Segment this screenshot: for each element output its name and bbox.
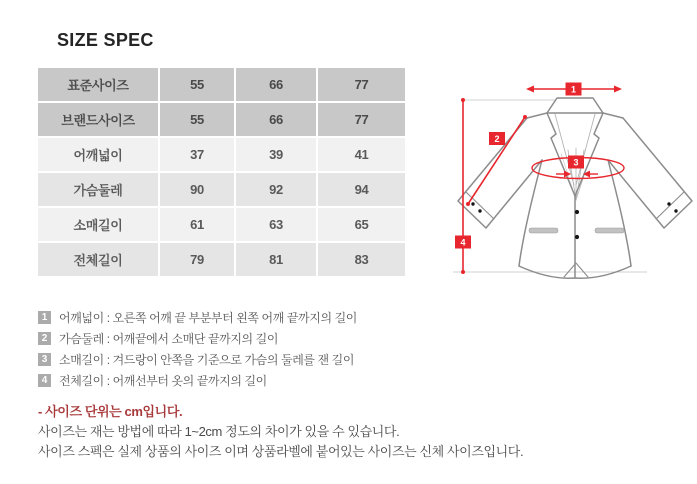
note-unit-cm: - 사이즈 단위는 cm입니다. bbox=[38, 404, 183, 419]
cell: 94 bbox=[318, 173, 405, 206]
legend-number-badge: 1 bbox=[38, 311, 51, 324]
marker-number-1: 1 bbox=[570, 84, 577, 95]
cell: 61 bbox=[160, 208, 234, 241]
row-label: 브랜드사이즈 bbox=[38, 103, 158, 136]
jacket-measure-diagram bbox=[445, 70, 697, 305]
table-row-chest bbox=[38, 173, 405, 206]
legend-item-total-length bbox=[38, 370, 357, 391]
cell: 90 bbox=[160, 173, 234, 206]
legend-text: 어깨넓이 : 오른쪽 어깨 끝 부분부터 왼쪽 어깨 끝까지의 길이 bbox=[59, 311, 357, 325]
row-label: 가슴둘레 bbox=[38, 173, 158, 206]
row-label: 전체길이 bbox=[38, 243, 158, 276]
pocket-flaps bbox=[529, 228, 624, 233]
legend-number-badge: 3 bbox=[38, 353, 51, 366]
legend-text: 전체길이 : 어깨선부터 옷의 끝까지의 길이 bbox=[59, 374, 267, 388]
table-row-sleeve-length bbox=[38, 208, 405, 241]
marker-number-2: 2 bbox=[494, 134, 500, 144]
cell: 63 bbox=[236, 208, 316, 241]
row-label: 소매길이 bbox=[38, 208, 158, 241]
cell: 92 bbox=[236, 173, 316, 206]
cell: 65 bbox=[318, 208, 405, 241]
marker-number-4: 4 bbox=[460, 237, 466, 248]
size-notes bbox=[38, 402, 523, 462]
legend-text: 가슴둘레 : 어깨끝에서 소매단 끝까지의 길이 bbox=[59, 332, 279, 346]
legend-number-badge: 2 bbox=[38, 332, 51, 345]
cell: 81 bbox=[236, 243, 316, 276]
note-tolerance: 사이즈는 재는 방법에 따라 1~2cm 정도의 차이가 있을 수 있습니다. bbox=[38, 424, 400, 439]
cell: 79 bbox=[160, 243, 234, 276]
row-label: 어깨넓이 bbox=[38, 138, 158, 171]
size-spec-table bbox=[36, 66, 407, 278]
guide-lines bbox=[453, 100, 647, 272]
marker-number-3: 3 bbox=[573, 157, 579, 168]
cell: 66 bbox=[236, 68, 316, 101]
legend-item-shoulder-width bbox=[38, 307, 357, 328]
cell: 83 bbox=[318, 243, 405, 276]
table-row-standard-size bbox=[38, 68, 405, 101]
cell: 41 bbox=[318, 138, 405, 171]
marker-badge-4 bbox=[455, 236, 471, 249]
marker-badge-2 bbox=[489, 132, 505, 145]
legend-text: 소매길이 : 겨드랑이 안쪽을 기준으로 가슴의 둘레를 잰 길이 bbox=[59, 353, 355, 367]
legend-item-chest bbox=[38, 328, 357, 349]
table-row-shoulder-width bbox=[38, 138, 405, 171]
table-row-brand-size bbox=[38, 103, 405, 136]
cell: 66 bbox=[236, 103, 316, 136]
measure-legend bbox=[38, 307, 357, 391]
measure-line-sleeve-length bbox=[466, 115, 527, 206]
marker-badge-3 bbox=[568, 156, 584, 169]
cell: 77 bbox=[318, 103, 405, 136]
marker-badge-1 bbox=[566, 83, 582, 96]
table-row-total-length bbox=[38, 243, 405, 276]
legend-number-badge: 4 bbox=[38, 374, 51, 387]
cell: 77 bbox=[318, 68, 405, 101]
note-label-info: 사이즈 스펙은 실제 상품의 사이즈 이며 상품라벨에 붙어있는 사이즈는 신체 사이즈입니다. bbox=[38, 444, 524, 459]
jacket-diagram-svg bbox=[445, 70, 697, 305]
cell: 55 bbox=[160, 103, 234, 136]
legend-item-sleeve-length bbox=[38, 349, 357, 370]
cell: 39 bbox=[236, 138, 316, 171]
cell: 55 bbox=[160, 68, 234, 101]
jacket-outline-drawing bbox=[458, 98, 692, 278]
cell: 37 bbox=[160, 138, 234, 171]
row-label: 표준사이즈 bbox=[38, 68, 158, 101]
page-title: SIZE SPEC bbox=[57, 30, 154, 50]
